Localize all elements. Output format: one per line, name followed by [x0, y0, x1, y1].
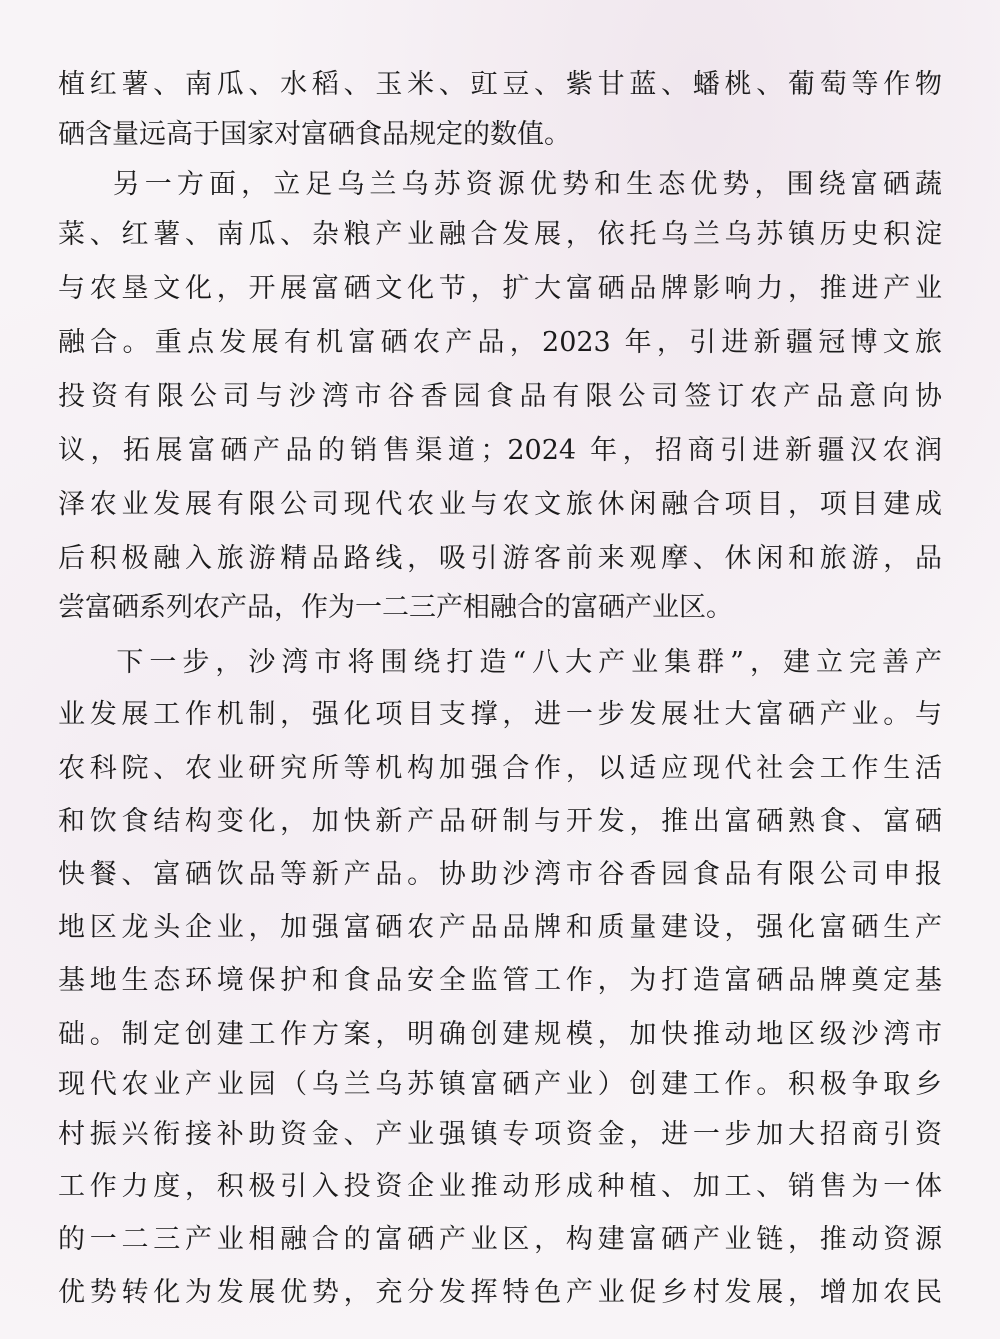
text-line-22: 工作力度，积极引入投资企业推动形成种植、加工、销售为一体 [58, 1171, 942, 1202]
text-line-16: 快餐、富硒饮品等新产品。协助沙湾市谷香园食品有限公司申报 [58, 859, 942, 890]
text-line-3: 另一方面，立足乌兰乌苏资源优势和生态优势，围绕富硒蔬 [58, 169, 942, 200]
text-line-1: 植红薯、南瓜、水稻、玉米、豇豆、紫甘蓝、蟠桃、葡萄等作物 [58, 69, 942, 100]
text-line-8: 议，拓展富硒产品的销售渠道；2024 年，招商引进新疆汉农润 [58, 435, 942, 466]
text-line-23: 的一二三产业相融合的富硒产业区，构建富硒产业链，推动资源 [58, 1224, 942, 1255]
text-line-24: 优势转化为发展优势，充分发挥特色产业促乡村发展，增加农民 [58, 1277, 942, 1308]
text-line-17: 地区龙头企业，加强富硒农产品品牌和质量建设，强化富硒生产 [58, 912, 942, 943]
text-line-9: 泽农业发展有限公司现代农业与农文旅休闲融合项目，项目建成 [58, 489, 942, 520]
text-line-15: 和饮食结构变化，加快新产品研制与开发，推出富硒熟食、富硒 [58, 806, 942, 837]
text-line-19: 础。制定创建工作方案，明确创建规模，加快推动地区级沙湾市 [58, 1019, 942, 1050]
text-line-14: 农科院、农业研究所等机构加强合作，以适应现代社会工作生活 [58, 753, 942, 784]
text-line-10: 后积极融入旅游精品路线，吸引游客前来观摩、休闲和旅游，品 [58, 543, 942, 574]
text-line-20: 现代农业产业园（乌兰乌苏镇富硒产业）创建工作。积极争取乡 [58, 1069, 942, 1100]
text-line-13: 业发展工作机制，强化项目支撑，进一步发展壮大富硒产业。与 [58, 699, 942, 730]
text-line-4: 菜、红薯、南瓜、杂粮产业融合发展，依托乌兰乌苏镇历史积淀 [58, 219, 942, 250]
text-line-6: 融合。重点发展有机富硒农产品，2023 年，引进新疆冠博文旅 [58, 327, 942, 358]
text-line-5: 与农垦文化，开展富硒文化节，扩大富硒品牌影响力，推进产业 [58, 273, 942, 304]
text-line-21: 村振兴衔接补助资金、产业强镇专项资金，进一步加大招商引资 [58, 1119, 942, 1150]
text-line-7: 投资有限公司与沙湾市谷香园食品有限公司签订农产品意向协 [58, 381, 942, 412]
text-line-11: 尝富硒系列农产品，作为一二三产相融合的富硒产业区。 [58, 592, 733, 623]
text-line-12: 下一步，沙湾市将围绕打造“八大产业集群”，建立完善产 [58, 647, 942, 678]
text-line-18: 基地生态环境保护和食品安全监管工作，为打造富硒品牌奠定基 [58, 965, 942, 996]
text-line-2: 硒含量远高于国家对富硒食品规定的数值。 [58, 119, 571, 150]
